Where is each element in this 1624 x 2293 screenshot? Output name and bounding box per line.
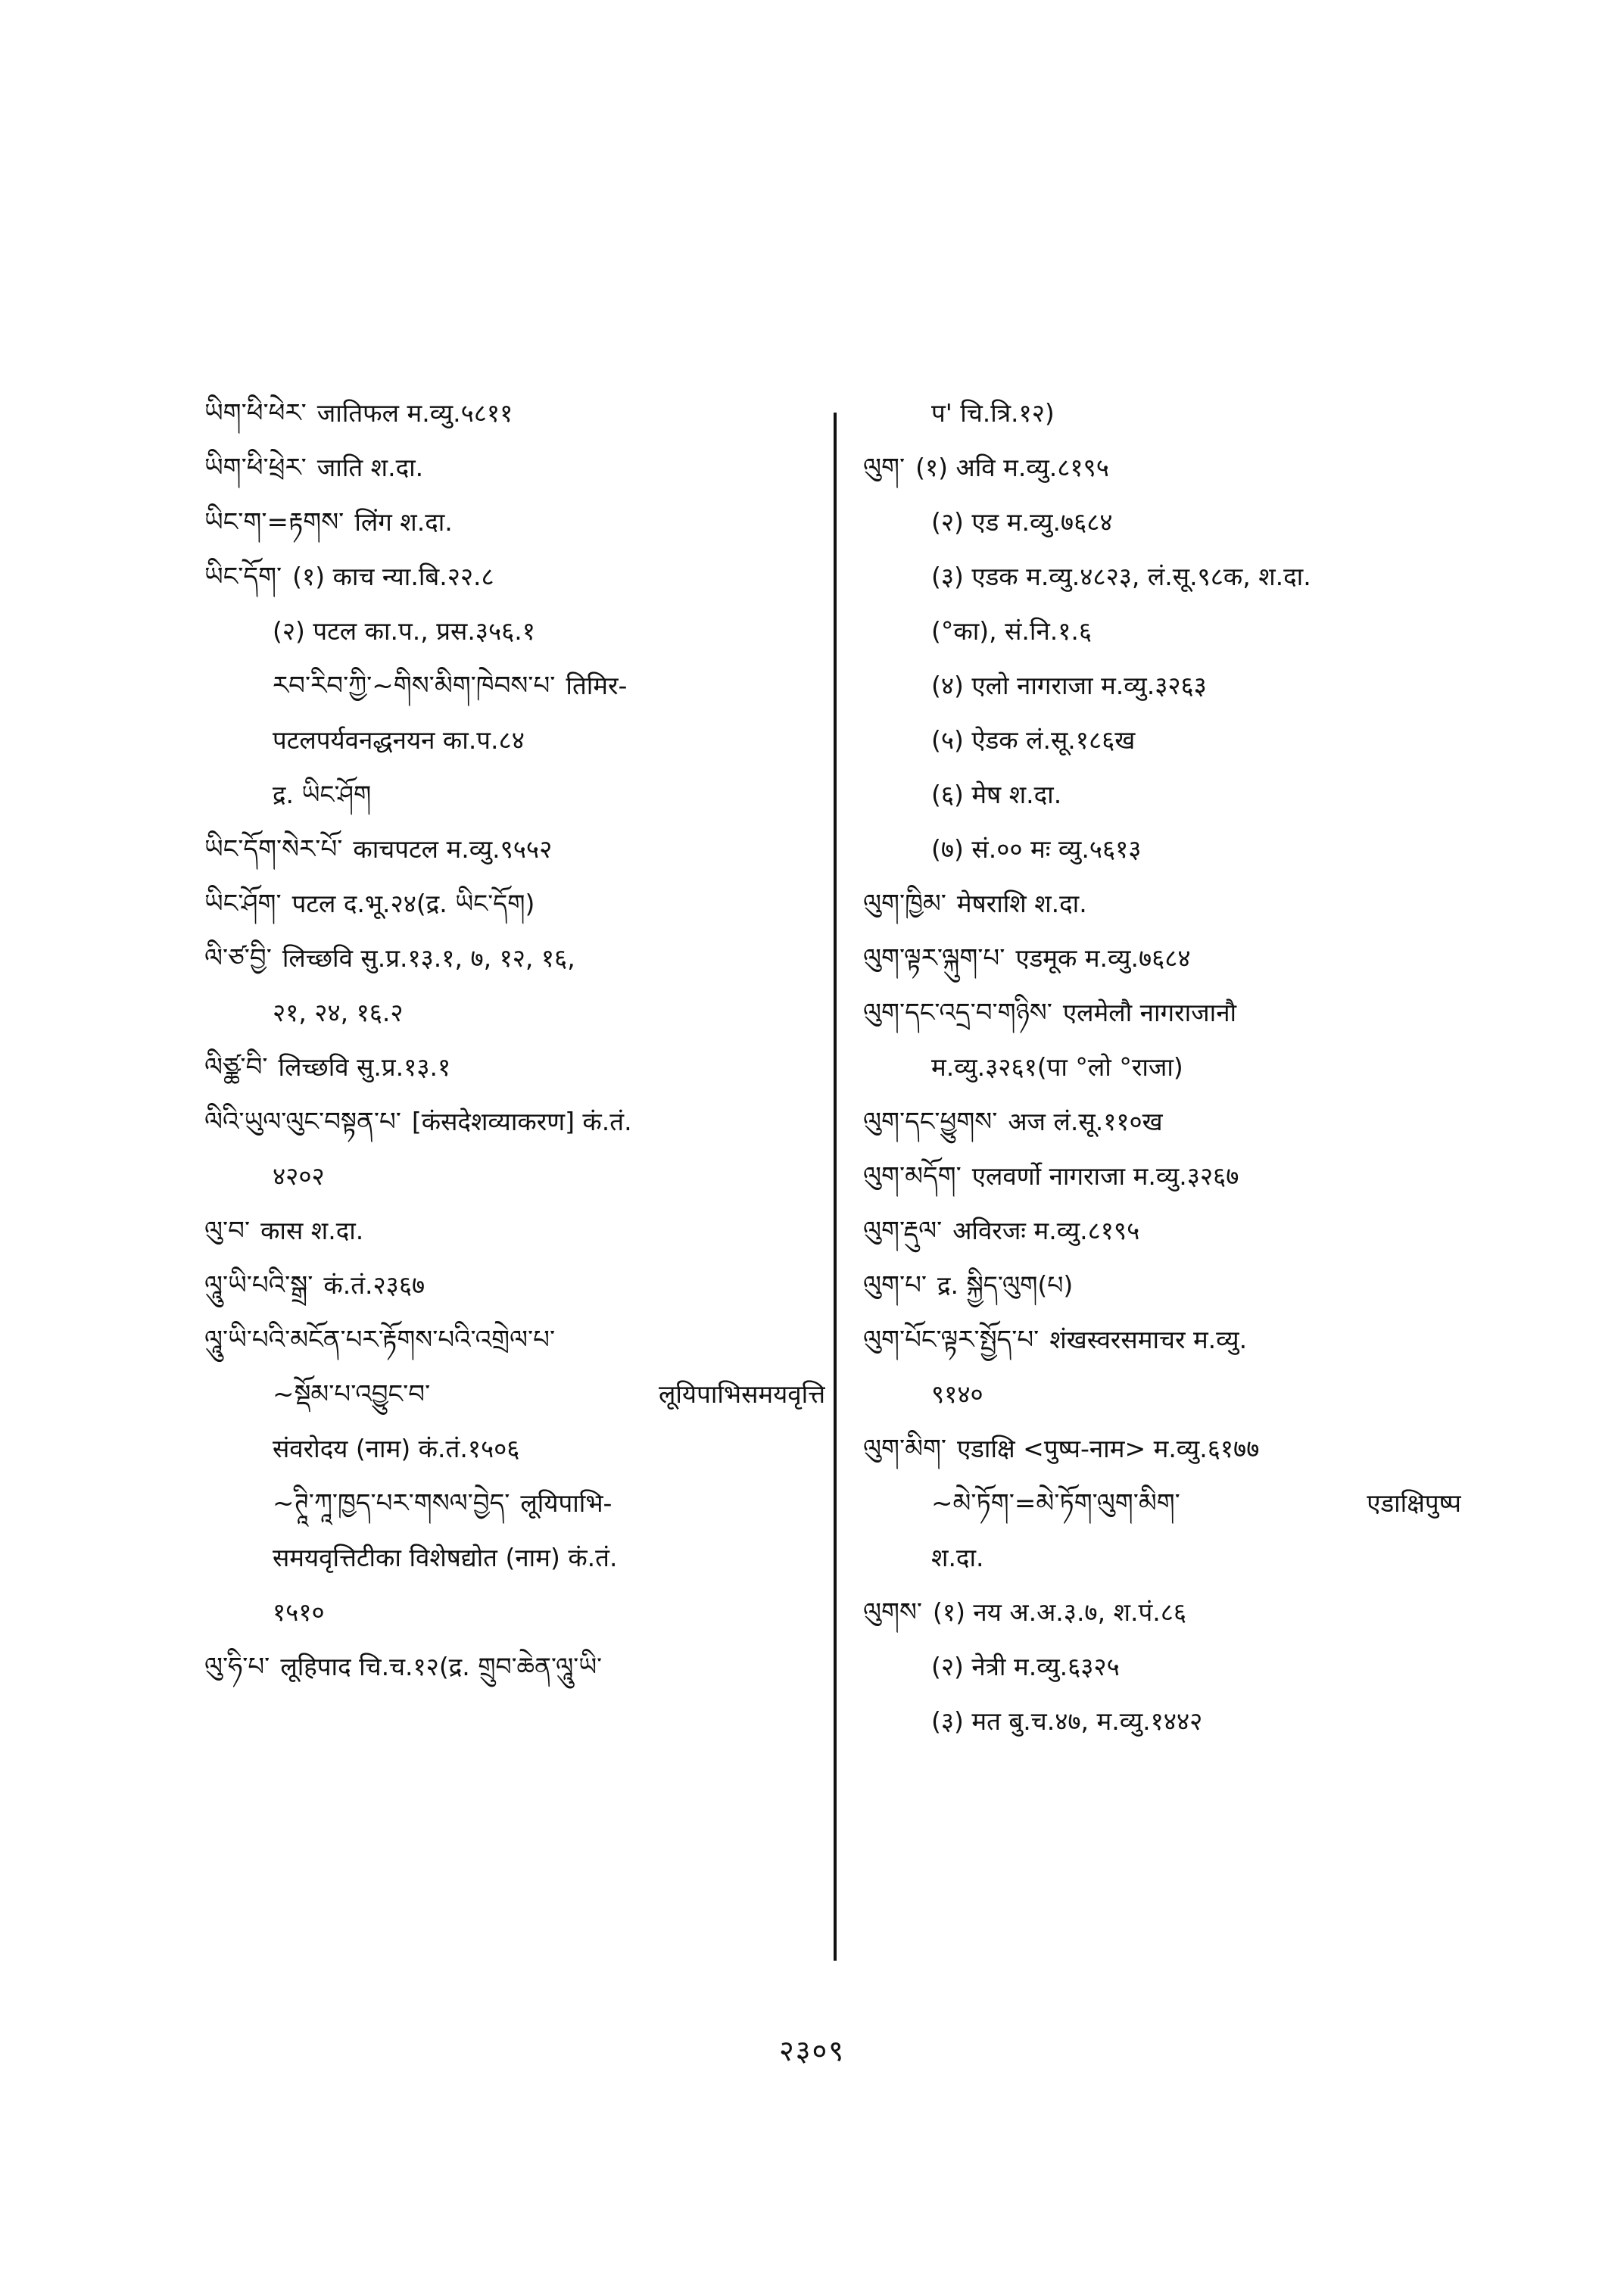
tibetan-headword: ལུག་མདོག་ xyxy=(863,1161,962,1192)
tibetan-headword: ལུག་མིག་ xyxy=(863,1434,947,1464)
tibetan-headword: ཡིང་དོག་ xyxy=(204,562,282,592)
sanskrit-gloss: अज लं.सू.११०ख xyxy=(1008,1107,1163,1136)
sanskrit-gloss: तिमिर- xyxy=(566,671,628,700)
entry-line xyxy=(204,659,825,713)
entry-line xyxy=(863,768,1461,822)
entry-line xyxy=(204,1640,825,1694)
entry-line xyxy=(204,1095,825,1149)
entry-line xyxy=(863,1422,1461,1476)
sanskrit-gloss: लूयिपाभिसमयवृत्ति xyxy=(659,1379,825,1409)
tibetan-headword: ལུག་དང་ཕྱུགས་ xyxy=(863,1107,998,1137)
sanskrit-gloss: (१) काच न्या.बि.२२.८ xyxy=(292,562,494,591)
tibetan-headword: ལུ་ཧི་པ་ xyxy=(204,1652,270,1682)
sanskrit-gloss: जाति श.दा. xyxy=(316,453,424,482)
sanskrit-gloss: पटल द.भू.२४(द्र. ཡིང་དོག) xyxy=(291,889,535,918)
entry-line xyxy=(863,1040,1461,1095)
sanskrit-gloss: द्र. ཡིང་ཤོག xyxy=(273,780,372,809)
entry-line xyxy=(863,386,1461,441)
entry-line xyxy=(863,659,1461,713)
sanskrit-gloss: शंखस्वरसमाचर म.व्यु. xyxy=(1049,1325,1248,1354)
sanskrit-gloss: प' चि.त्रि.१२) xyxy=(931,398,1055,428)
sanskrit-gloss: काचपटल म.व्यु.९५५२ xyxy=(353,834,553,864)
sanskrit-gloss: (६) मेष श.दा. xyxy=(931,780,1062,809)
sanskrit-gloss: २१, २४, १६.२ xyxy=(273,998,404,1027)
sanskrit-gloss: (१) अवि म.व्यु.८१९५ xyxy=(915,453,1109,482)
entry-line xyxy=(204,386,825,441)
sanskrit-gloss: संवरोदय (नाम) कं.तं.१५०६ xyxy=(273,1434,520,1463)
entry-line xyxy=(863,986,1461,1040)
entry-line xyxy=(863,713,1461,768)
entry-line xyxy=(863,1095,1461,1149)
entry-line xyxy=(204,604,825,659)
tibetan-headword: ཡིང་ག་=རྟགས་ xyxy=(204,507,344,537)
tibetan-headword: ལུག་ xyxy=(863,453,906,483)
tibetan-headword: ~མེ་ཏོག་=མེ་ཏོག་ལུག་མིག་ xyxy=(931,1488,1180,1519)
tibetan-headword: རབ་རིབ་ཀྱི་~གིས་མིག་ཁེབས་པ་ xyxy=(273,671,556,701)
sanskrit-gloss: (३) मत बु.च.४७, म.व्यु.१४४२ xyxy=(931,1706,1203,1736)
sanskrit-gloss: लूयिपाभि- xyxy=(520,1488,613,1518)
tibetan-headword: ཡིང་དོག་སེར་པོ་ xyxy=(204,834,343,865)
entry-line xyxy=(204,1258,825,1313)
sanskrit-gloss: (२) नेत्री म.व्यु.६३२५ xyxy=(931,1652,1120,1681)
entry-line xyxy=(204,1367,825,1422)
tibetan-headword: ལུ་བ་ xyxy=(204,1216,251,1246)
sanskrit-gloss: ९१४० xyxy=(931,1379,983,1409)
tibetan-headword: ~སྡོམ་པ་འབྱུང་བ་ xyxy=(273,1379,431,1410)
entry-line xyxy=(863,604,1461,659)
sanskrit-gloss: (२) पटल का.प., प्रस.३५६.१ xyxy=(273,616,535,646)
entry-line xyxy=(204,1585,825,1640)
tibetan-headword: ལུག་ལྟར་ལྐུག་པ་ xyxy=(863,943,1005,974)
sanskrit-gloss: (१) नय अ.अ.३.७, श.पं.८६ xyxy=(933,1597,1187,1627)
entry-line xyxy=(204,1149,825,1204)
sanskrit-gloss: एडाक्षि <पुष्प-नाम> म.व्यु.६१७७ xyxy=(957,1434,1260,1463)
entry-line xyxy=(863,495,1461,550)
page-number: २३०९ xyxy=(778,2034,846,2067)
sanskrit-gloss: अविरजः म.व्यु.८१९५ xyxy=(952,1216,1140,1245)
tibetan-headword: ལུག་པོང་ལྟར་སྤྱོད་པ་ xyxy=(863,1325,1040,1355)
entry-line xyxy=(204,441,825,495)
entry-line xyxy=(863,877,1461,931)
sanskrit-gloss: (७) सं.०० मः व्यु.५६१३ xyxy=(931,834,1142,864)
entry-line xyxy=(863,1585,1461,1640)
entry-line xyxy=(204,1531,825,1585)
entry-line xyxy=(204,1313,825,1367)
sanskrit-gloss: लिच्छवि सु.प्र.१३.१, ७, १२, १६, xyxy=(282,943,575,973)
sanskrit-gloss: (२) एड म.व्यु.७६८४ xyxy=(931,507,1113,537)
entry-line xyxy=(204,768,825,822)
sanskrit-gloss: कं.तं.२३६७ xyxy=(323,1270,425,1300)
tibetan-headword: ལུགས་ xyxy=(863,1597,923,1628)
tibetan-headword: ཡིང་ཤོག་ xyxy=(204,889,282,919)
entry-line xyxy=(863,1531,1461,1585)
entry-line xyxy=(863,822,1461,877)
tibetan-headword: ལུག་རྡུལ་ xyxy=(863,1216,943,1246)
tibetan-headword: ལཱུ་ཡི་པའི་སྒྲ་ xyxy=(204,1270,313,1301)
tibetan-headword: ཡིག་ཕི་ཕེར་ xyxy=(204,398,307,428)
sanskrit-gloss: एलमेलौ नागराजानौ xyxy=(1062,998,1237,1027)
sanskrit-gloss: म.व्यु.३२६१(पा °लो °राजा) xyxy=(931,1052,1183,1082)
sanskrit-gloss: समयवृत्तिटीका विशेषद्योत (नाम) कं.तं. xyxy=(273,1543,618,1572)
entry-line xyxy=(863,550,1461,604)
tibetan-headword: ལུག་དང་འདྲ་བ་གཉིས་ xyxy=(863,998,1052,1028)
entry-line xyxy=(863,1258,1461,1313)
right-column xyxy=(863,386,1461,1749)
sanskrit-gloss: ४२०२ xyxy=(273,1161,325,1191)
entry-line xyxy=(204,1422,825,1476)
sanskrit-gloss: द्र. སྐྱིད་ལུག(པ) xyxy=(937,1270,1074,1300)
tibetan-headword: ལི་ཙ་བྱི་ xyxy=(204,943,272,974)
sanskrit-gloss: (५) ऐडक लं.सू.१८६ख xyxy=(931,725,1136,755)
tibetan-headword: ལུག་པ་ xyxy=(863,1270,927,1301)
entry-line xyxy=(863,931,1461,986)
tibetan-headword: ལུག་ཁྱིམ་ xyxy=(863,889,946,919)
sanskrit-gloss: कास श.दा. xyxy=(260,1216,364,1245)
sanskrit-gloss: (४) एलो नागराजा म.व्यु.३२६३ xyxy=(931,671,1207,700)
sanskrit-gloss: पटलपर्यवनद्धनयन का.प.८४ xyxy=(273,725,525,755)
entry-line xyxy=(204,550,825,604)
entry-line xyxy=(863,1367,1461,1422)
sanskrit-gloss: [कंसदेशव्याकरण] कं.तं. xyxy=(411,1107,632,1136)
sanskrit-gloss: लिच्छवि सु.प्र.१३.१ xyxy=(278,1052,451,1082)
entry-line xyxy=(204,877,825,931)
sanskrit-gloss: लूहिपाद चि.च.१२(द्र. གྲུབ་ཆེན་ལཱུ་ཡི་ xyxy=(280,1652,603,1681)
tibetan-headword: ལཱུ་ཡི་པའི་མངོན་པར་རྟོགས་པའི་འགྲེལ་པ་ xyxy=(204,1325,556,1355)
entry-line xyxy=(863,1313,1461,1367)
entry-line xyxy=(863,441,1461,495)
sanskrit-gloss: जातिफल म.व्यु.५८११ xyxy=(316,398,513,428)
sanskrit-gloss: एलवर्णो नागराजा म.व्यु.३२६७ xyxy=(971,1161,1239,1191)
entry-line xyxy=(863,1204,1461,1258)
entry-line xyxy=(204,1040,825,1095)
sanskrit-gloss: (३) एडक म.व्यु.४८२३, लं.सू.९८क, श.दा. xyxy=(931,562,1311,591)
entry-line xyxy=(204,822,825,877)
entry-line xyxy=(204,1476,825,1531)
tibetan-headword: ལིཙྪ་བི་ xyxy=(204,1052,268,1083)
entry-line xyxy=(204,986,825,1040)
column-divider xyxy=(834,413,837,1961)
sanskrit-gloss: श.दा. xyxy=(931,1543,984,1572)
sanskrit-gloss: लिंग श.दा. xyxy=(354,507,453,537)
entry-line xyxy=(204,1204,825,1258)
entry-line xyxy=(204,713,825,768)
tibetan-headword: ལིའི་ཡུལ་ལུང་བསྟན་པ་ xyxy=(204,1107,401,1137)
entry-line xyxy=(204,931,825,986)
entry-line xyxy=(863,1640,1461,1694)
tibetan-headword: ~ཊཱི་ཀཱ་ཁྱད་པར་གསལ་བྱེད་ xyxy=(273,1488,510,1519)
entry-line xyxy=(863,1149,1461,1204)
sanskrit-gloss: एडाक्षिपुष्प xyxy=(1367,1488,1461,1518)
sanskrit-gloss: मेषराशि श.दा. xyxy=(956,889,1087,918)
sanskrit-gloss: १५१० xyxy=(273,1597,325,1627)
sanskrit-gloss: एडमूक म.व्यु.७६८४ xyxy=(1015,943,1191,973)
tibetan-headword: ཡིག་ཕི་ཕྲེར་ xyxy=(204,453,307,483)
entry-line xyxy=(204,495,825,550)
entry-line xyxy=(863,1694,1461,1749)
sanskrit-gloss: (°का), सं.नि.१.६ xyxy=(931,616,1093,646)
entry-line xyxy=(863,1476,1461,1531)
left-column xyxy=(204,386,825,1694)
